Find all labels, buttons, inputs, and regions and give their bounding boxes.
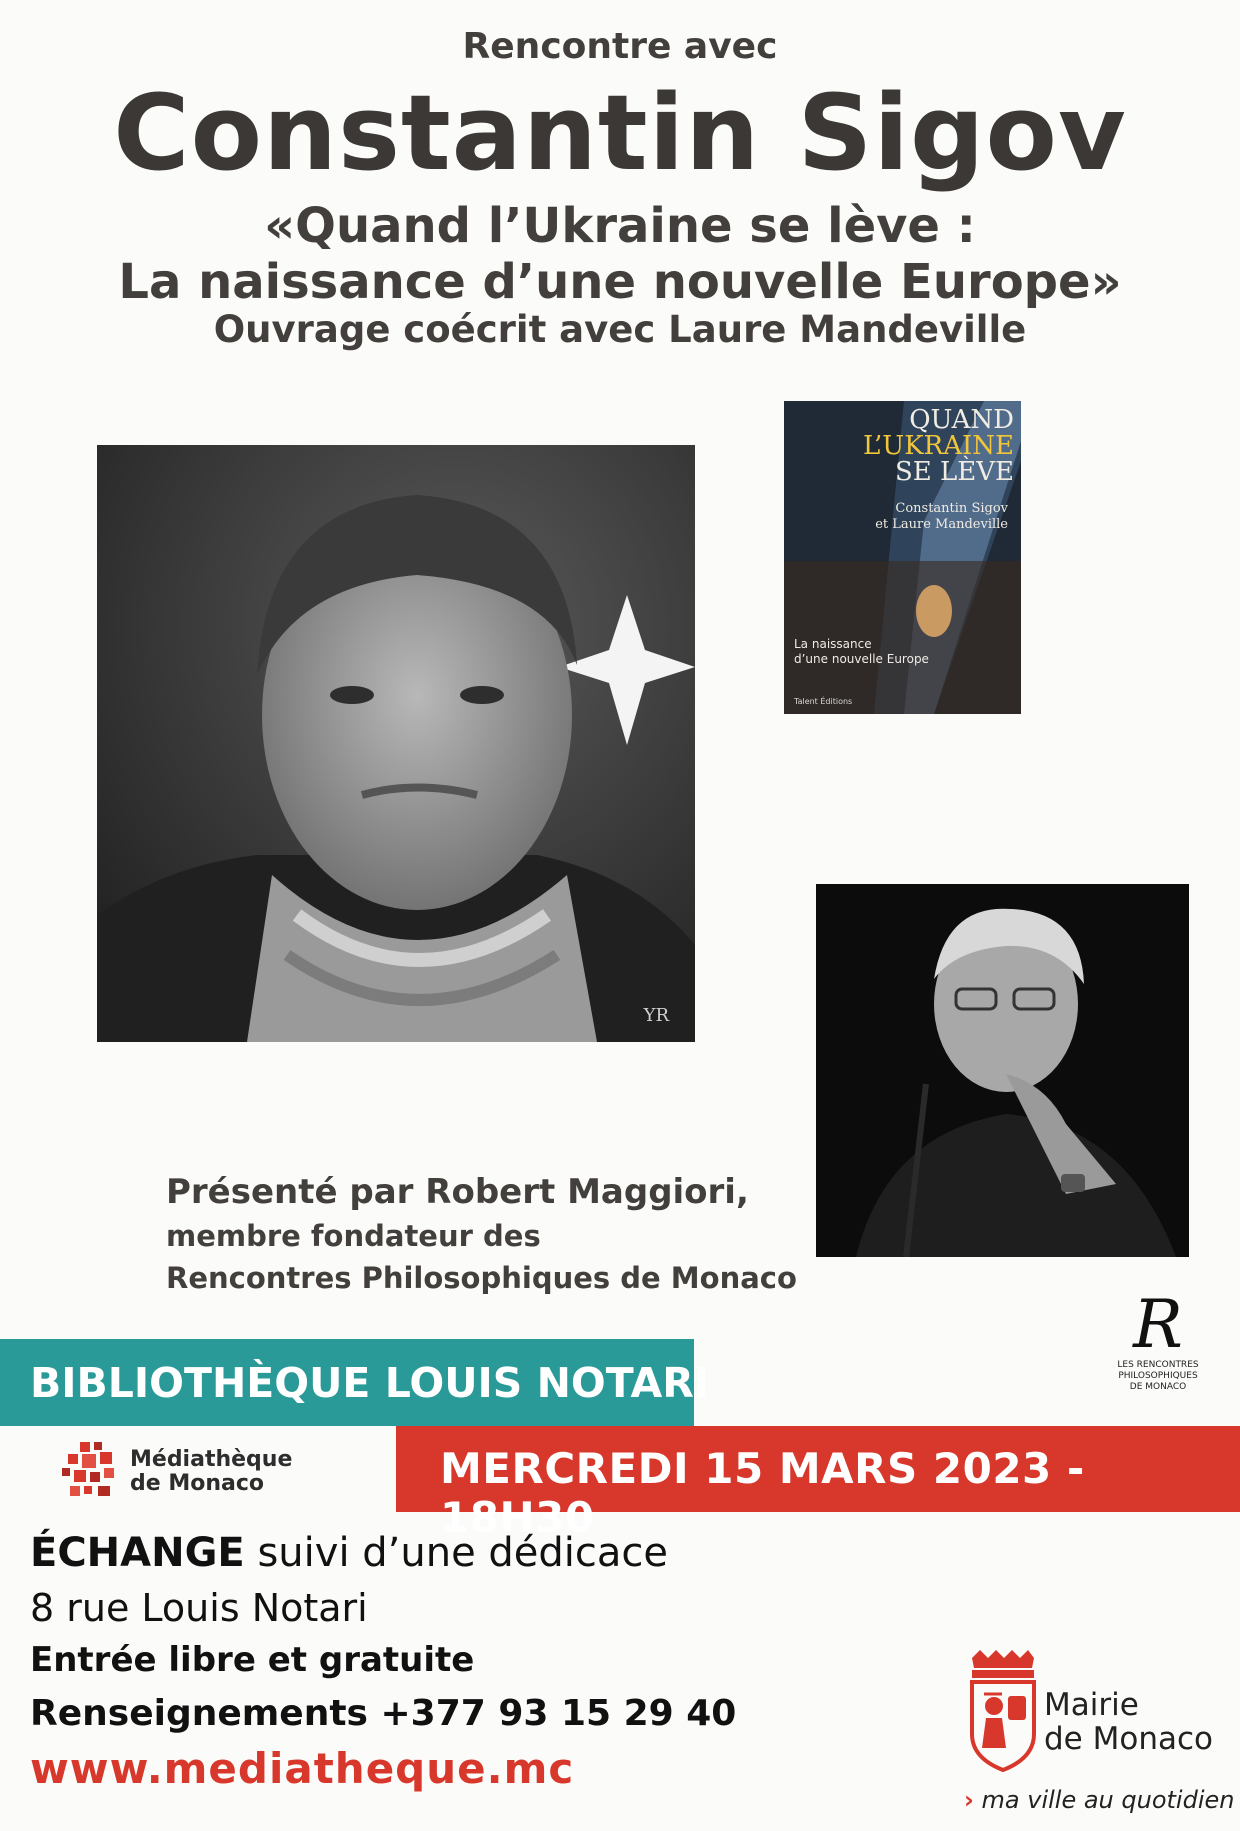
- tagline-text: ma ville au quotidien: [973, 1786, 1235, 1814]
- book-title-line1: «Quand l’Ukraine se lève :: [264, 198, 976, 254]
- cover-author-2: et Laure Mandeville: [875, 517, 1008, 532]
- maggiori-portrait-illustration: [816, 884, 1189, 1257]
- presenter-line2: membre fondateur des: [166, 1219, 541, 1253]
- mairie-tagline: [964, 1786, 1234, 1814]
- cover-title-line3: SE LÈVE: [894, 457, 1014, 487]
- rpm-logo-text-line2: PHILOSOPHIQUES: [1118, 1371, 1198, 1381]
- sigov-portrait-illustration: [97, 445, 695, 1042]
- cover-author-1: Constantin Sigov: [895, 501, 1008, 516]
- presenter-line1: Présenté par Robert Maggiori,: [166, 1172, 749, 1212]
- cover-subtitle-line2: d’une nouvelle Europe: [794, 652, 929, 666]
- tagline-arrow-icon: ›: [964, 1786, 974, 1814]
- book-cover: [784, 401, 1021, 714]
- phone-info: Renseignements +377 93 15 29 40: [30, 1693, 737, 1734]
- event-kicker: Rencontre avec: [462, 26, 778, 67]
- maggiori-portrait-photo: [816, 884, 1189, 1257]
- cover-title-line2: L’UKRAINE: [863, 431, 1014, 461]
- exchange-rest: suivi d’une dédicace: [244, 1530, 669, 1576]
- mediatheque-logo-line2: de Monaco: [130, 1471, 264, 1496]
- mairie-name: [1044, 1688, 1213, 1756]
- exchange-line: [30, 1530, 668, 1576]
- book-title-line2: La naissance d’une nouvelle Europe»: [118, 254, 1122, 310]
- venue-label: BIBLIOTHÈQUE LOUIS NOTARI: [30, 1359, 710, 1407]
- sigov-portrait-photo: [97, 445, 695, 1042]
- mediatheque-logo-line1: Médiathèque: [130, 1447, 293, 1472]
- mairie-name-line2: de Monaco: [1044, 1721, 1213, 1757]
- cover-subtitle-line1: La naissance: [794, 637, 872, 651]
- mediatheque-mosaic-icon: [60, 1440, 122, 1500]
- speaker-name: Constantin Sigov: [113, 72, 1127, 194]
- mediatheque-logo-text: [130, 1448, 292, 1496]
- rpm-logo-text: [1102, 1360, 1214, 1393]
- mediatheque-logo: [60, 1440, 300, 1500]
- cover-authors: [784, 501, 1008, 533]
- rpm-logo-text-line3: DE MONACO: [1129, 1382, 1187, 1392]
- cover-subtitle: [794, 637, 929, 667]
- presenter-line3: Rencontres Philosophiques de Monaco: [166, 1261, 797, 1295]
- date-label: MERCREDI 15 MARS 2023 - 18H30: [440, 1444, 1085, 1542]
- monaco-crest-icon: [964, 1648, 1040, 1776]
- photo-credit: YR: [643, 1005, 669, 1026]
- coauthor-line: Ouvrage coécrit avec Laure Mandeville: [213, 308, 1027, 351]
- mairie-de-monaco-logo: [964, 1648, 1224, 1798]
- rpm-logo-mark: R: [1133, 1286, 1183, 1363]
- address: 8 rue Louis Notari: [30, 1586, 368, 1630]
- entry-info: Entrée libre et gratuite: [30, 1640, 475, 1680]
- rencontres-philosophiques-logo: [1102, 1286, 1214, 1418]
- rpm-logo-text-line1: LES RENCONTRES: [1117, 1360, 1199, 1370]
- website-link[interactable]: www.mediatheque.mc: [30, 1744, 575, 1793]
- exchange-bold: ÉCHANGE: [30, 1530, 245, 1576]
- cover-publisher: Talent Éditions: [794, 697, 853, 706]
- mairie-name-line1: Mairie: [1044, 1687, 1139, 1723]
- cover-title-line1: QUAND: [909, 405, 1014, 435]
